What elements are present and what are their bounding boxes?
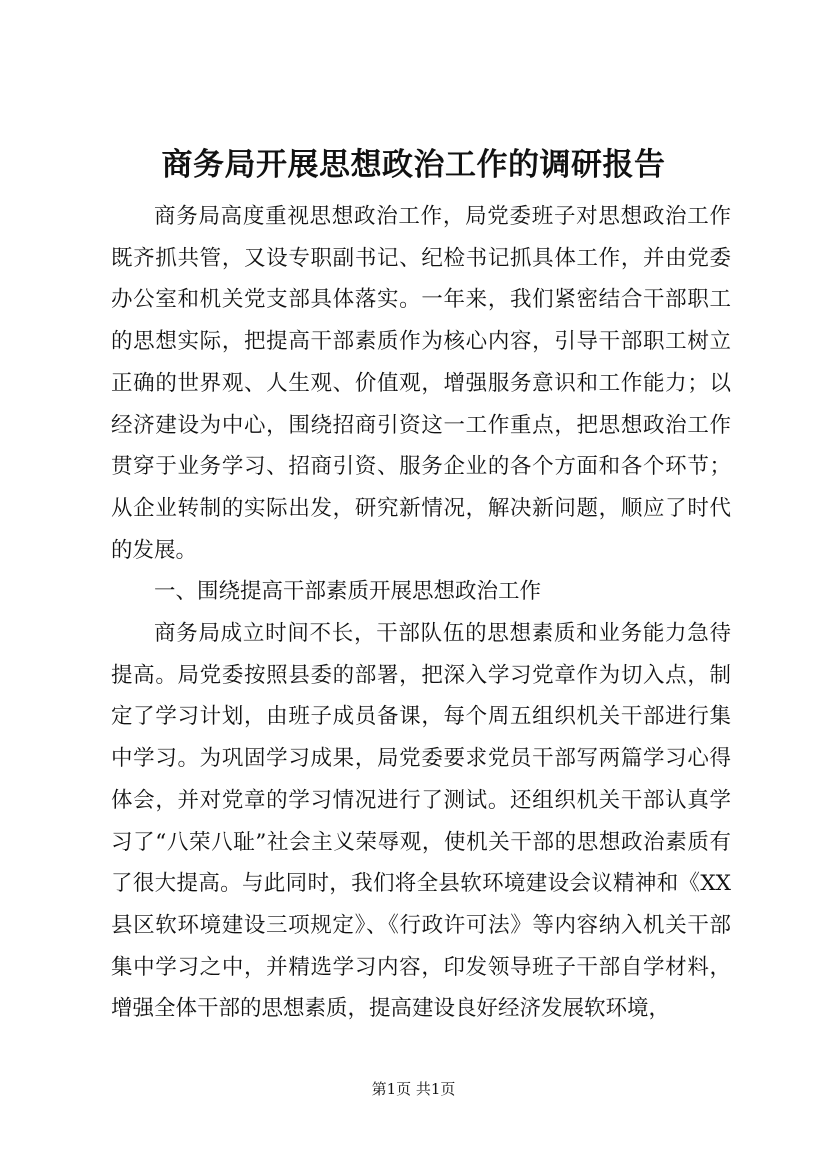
document-title: 商务局开展思想政治工作的调研报告 [161,147,666,183]
document-body [111,196,731,1030]
intro-paragraph: 商务局高度重视思想政治工作，局党委班子对思想政治工作既齐抓共管，又设专职副书记、纪检书记抓具体工作，并由党委办公室和机关党支部具体落实。一年来，我们紧密结合干部职工的思想实际，把提高干部素质作为核心内容，引导干部职工树立正确的世界观、人生观、价值观，增强服务意识和工作能力；以经济建设为中心，围绕招商引资这一工作重点，把思想政治工作贯穿于业务学习、招商引资、服务企业的各个方面和各个环节；从企业转制的实际出发，研究新情况，解决新问题，顺应了时代的发展。 [111,204,731,563]
section-heading: 一、围绕提高干部素质开展思想政治工作 [154,579,542,605]
section-paragraph: 商务局成立时间不长，干部队伍的思想素质和业务能力急待提高。局党委按照县委的部署，把深入学习党章作为切入点，制定了学习计划，由班子成员备课，每个周五组织机关干部进行集中学习。为巩固学习成果，局党委要求党员干部写两篇学习心得体会，并对党章的学习情况进行了测试。还组织机关干部认真学习了“八荣八耻”社会主义荣辱观，使机关干部的思想政治素质有了很大提高。与此同时，我们将全县软环境建设会议精神和《XX县区软环境建设三项规定》、《行政许可法》等内容纳入机关干部集中学习之中，并精选学习内容，印发领导班子干部自学材料，增强全体干部的思想素质，提高建设良好经济发展软环境， [111,621,731,1022]
page-footer: 第1页 共1页 [371,1080,456,1098]
